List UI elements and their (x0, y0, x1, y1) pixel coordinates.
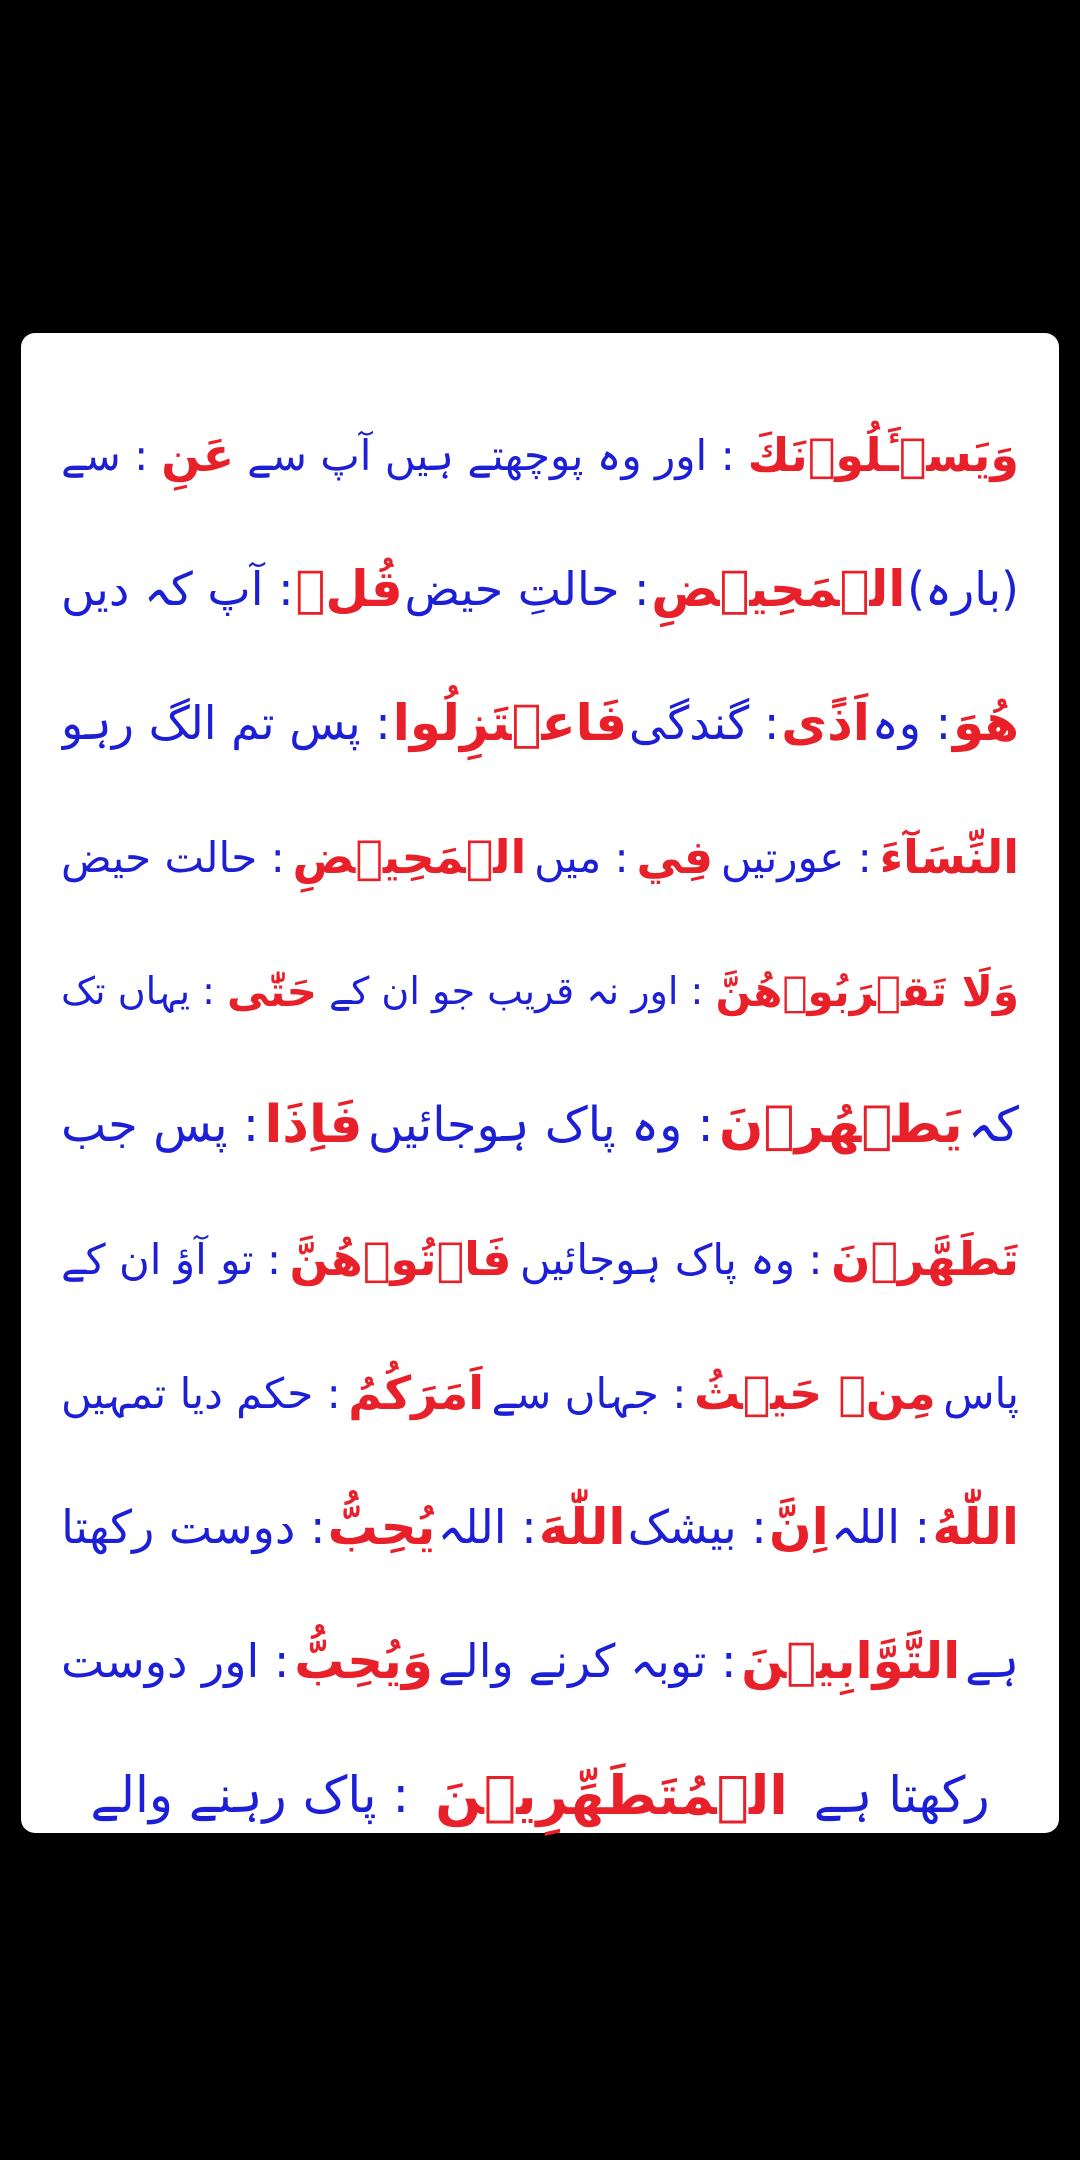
urdu-meaning: : تو آؤ ان کے (61, 1234, 282, 1284)
urdu-meaning: : سے (61, 430, 149, 480)
arabic-word: وَيُحِبُّ (294, 1632, 434, 1690)
urdu-meaning: پاس (943, 1368, 1019, 1418)
urdu-meaning: : جہاں سے (491, 1368, 687, 1418)
urdu-meaning: : اللہ (437, 1500, 537, 1554)
arabic-word: وَيَسۡـَٔلُوۡنَكَ (747, 428, 1019, 482)
arabic-word: الۡمَحِيۡضِ (651, 560, 906, 618)
urdu-meaning: : یہاں تک (61, 969, 215, 1013)
arabic-word: هُوَ (952, 694, 1019, 752)
urdu-meaning: کہ (968, 1097, 1019, 1153)
arabic-word: قُلۡ (295, 560, 403, 618)
urdu-meaning: : پس جب (61, 1097, 260, 1153)
text-line-2 (61, 522, 1019, 656)
arabic-word: وَلَا تَقۡرَبُوۡهُنَّ (715, 966, 1019, 1016)
arabic-word: مِنۡ حَيۡثُ (693, 1366, 936, 1420)
text-line-5 (61, 924, 1019, 1058)
urdu-meaning: : اللہ (831, 1500, 931, 1554)
arabic-word: اَذًى (781, 694, 870, 752)
urdu-meaning: : وہ (871, 696, 952, 750)
urdu-meaning: : اور نہ قریب جو ان کے (329, 969, 704, 1013)
urdu-meaning: رکھتا ہے (813, 1766, 990, 1824)
urdu-meaning: ہے (965, 1634, 1019, 1688)
urdu-meaning: : وہ پاک ہوجائیں (367, 1097, 714, 1153)
arabic-word: فَاعۡتَزِلُوا (392, 694, 628, 752)
arabic-word: تَطَهَّرۡنَ (831, 1232, 1019, 1286)
text-line-3 (61, 656, 1019, 790)
urdu-meaning: : دوست رکھتا (61, 1500, 326, 1554)
arabic-word: الۡمُتَطَهِّرِيۡنَ (435, 1763, 788, 1827)
arabic-word: اَمَرَكُمُ (348, 1366, 484, 1420)
urdu-meaning: : گندگی (629, 696, 780, 750)
urdu-meaning: : اور وہ پوچھتے ہیں آپ سے (247, 430, 735, 480)
urdu-meaning: : حالت حیض (61, 832, 285, 882)
text-line-6 (61, 1058, 1019, 1192)
arabic-word: الۡمَحِيۡضِ (292, 830, 527, 884)
urdu-meaning: (بارہ) (907, 562, 1019, 616)
arabic-word: يَطۡهُرۡنَ (719, 1095, 963, 1155)
text-line-11 (61, 1728, 1019, 1862)
arabic-word: التَّوَّابِيۡنَ (741, 1632, 961, 1690)
arabic-word: النِّسَآءَ (879, 830, 1019, 884)
arabic-word: حَتّٰى (227, 966, 317, 1016)
text-line-7 (61, 1192, 1019, 1326)
urdu-meaning: : اور دوست (61, 1634, 290, 1688)
text-line-10 (61, 1594, 1019, 1728)
arabic-word: عَنِ (161, 428, 235, 482)
urdu-meaning: : میں (534, 832, 629, 882)
urdu-meaning: : حالتِ حیض (404, 562, 650, 616)
arabic-word: اِنَّ (769, 1498, 829, 1556)
urdu-meaning: : توبہ کرنے والے (437, 1634, 737, 1688)
text-line-1 (61, 388, 1019, 522)
urdu-meaning: : پاک رہنے والے (90, 1766, 410, 1824)
arabic-word: فَاۡتُوۡهُنَّ (289, 1232, 512, 1286)
urdu-meaning: : حکم دیا تمہیں (61, 1368, 341, 1418)
arabic-word: فِي (636, 830, 714, 884)
urdu-meaning: : پس تم الگ رہو (61, 696, 391, 750)
text-line-8 (61, 1326, 1019, 1460)
arabic-word: يُحِبُّ (327, 1498, 436, 1556)
arabic-word: اللّٰهَ (538, 1498, 626, 1556)
urdu-meaning: : عورتیں (720, 832, 872, 882)
urdu-meaning: : وہ پاک ہوجائیں (520, 1234, 823, 1284)
word-meaning-card (21, 333, 1059, 1833)
arabic-word: فَاِذَا (264, 1095, 363, 1155)
text-line-9 (61, 1460, 1019, 1594)
text-line-4 (61, 790, 1019, 924)
urdu-meaning: : بیشک (627, 1500, 767, 1554)
urdu-meaning: : آپ کہ دیں (61, 562, 294, 616)
arabic-word: اللّٰهُ (932, 1498, 1019, 1556)
